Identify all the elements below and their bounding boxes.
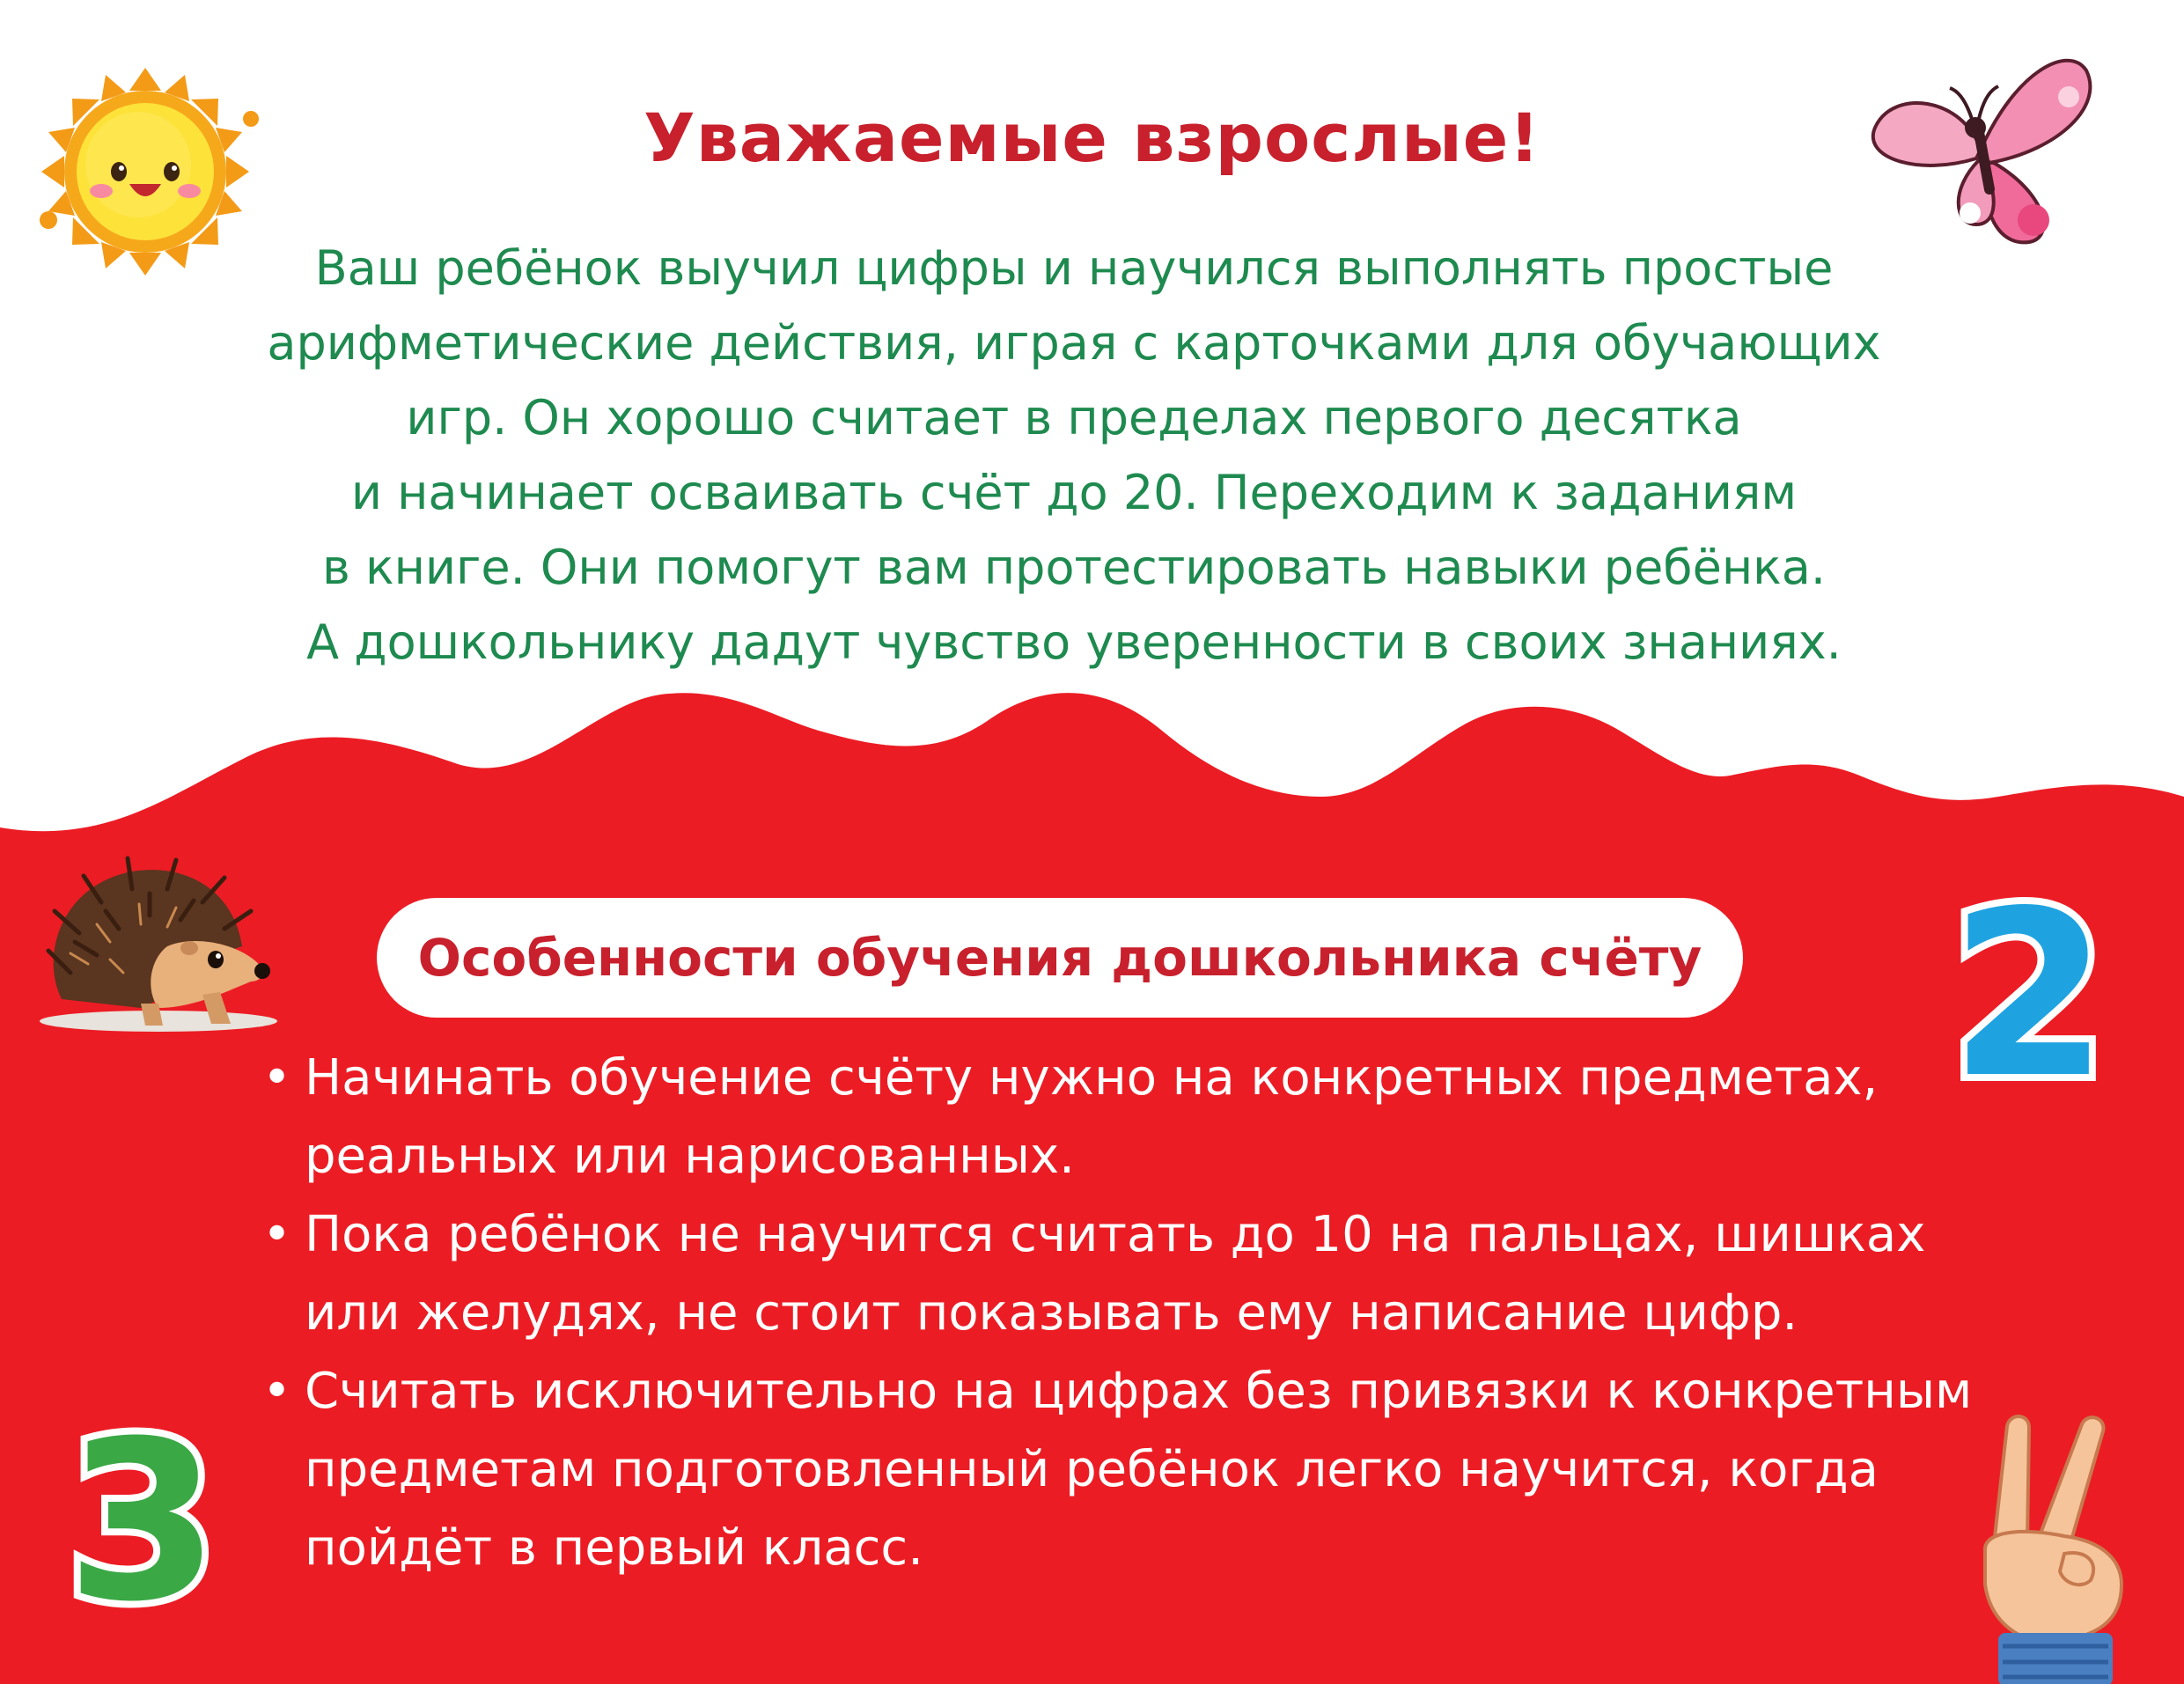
list-item-line: реальных или нарисованных. bbox=[305, 1128, 1075, 1185]
tips-list bbox=[262, 1039, 2023, 1587]
intro-line: Ваш ребёнок выучил цифры и научился выполнять простые bbox=[314, 240, 1834, 296]
digit-two: 2 bbox=[1949, 880, 2109, 1096]
intro-line: арифметические действия, играя с карточками для обучающих bbox=[267, 315, 1881, 371]
list-item-line: • Пока ребёнок не научится считать до 10 на пальцах, шишках bbox=[305, 1206, 1926, 1263]
intro-line: игр. Он хорошо считает в пределах первого десятка bbox=[406, 390, 1742, 445]
list-item bbox=[262, 1352, 2023, 1587]
list-item-line: пойдёт в первый класс. bbox=[305, 1519, 924, 1577]
list-item bbox=[262, 1039, 2023, 1195]
hedgehog-icon bbox=[35, 849, 282, 1039]
page-title: Уважаемые взрослые! bbox=[643, 99, 1541, 177]
section-title-pill bbox=[377, 898, 1743, 1018]
list-item-line: или желудях, не стоит показывать ему написание цифр. bbox=[305, 1284, 1798, 1342]
intro-paragraph bbox=[176, 231, 1972, 680]
list-item-line: • Считать исключительно на цифрах без привязки к конкретным bbox=[305, 1363, 1973, 1420]
intro-line: и начинает осваивать счёт до 20. Переходим к заданиям bbox=[350, 465, 1798, 520]
intro-line: в книге. Они помогут вам протестировать навыки ребёнка. bbox=[321, 540, 1827, 595]
list-item-line: • Начинать обучение счёту нужно на конкретных предметах, bbox=[305, 1049, 1879, 1107]
list-item bbox=[262, 1195, 2023, 1352]
list-item-line: предметам подготовленный ребёнок легко научится, когда bbox=[305, 1441, 1879, 1498]
digit-three-icon bbox=[55, 1408, 231, 1620]
section-title: Особенности обучения дошкольника счёту bbox=[417, 928, 1702, 988]
intro-line: А дошкольнику дадут чувство уверенности в своих знаниях. bbox=[306, 614, 1842, 670]
digit-three: 3 bbox=[66, 1408, 219, 1620]
